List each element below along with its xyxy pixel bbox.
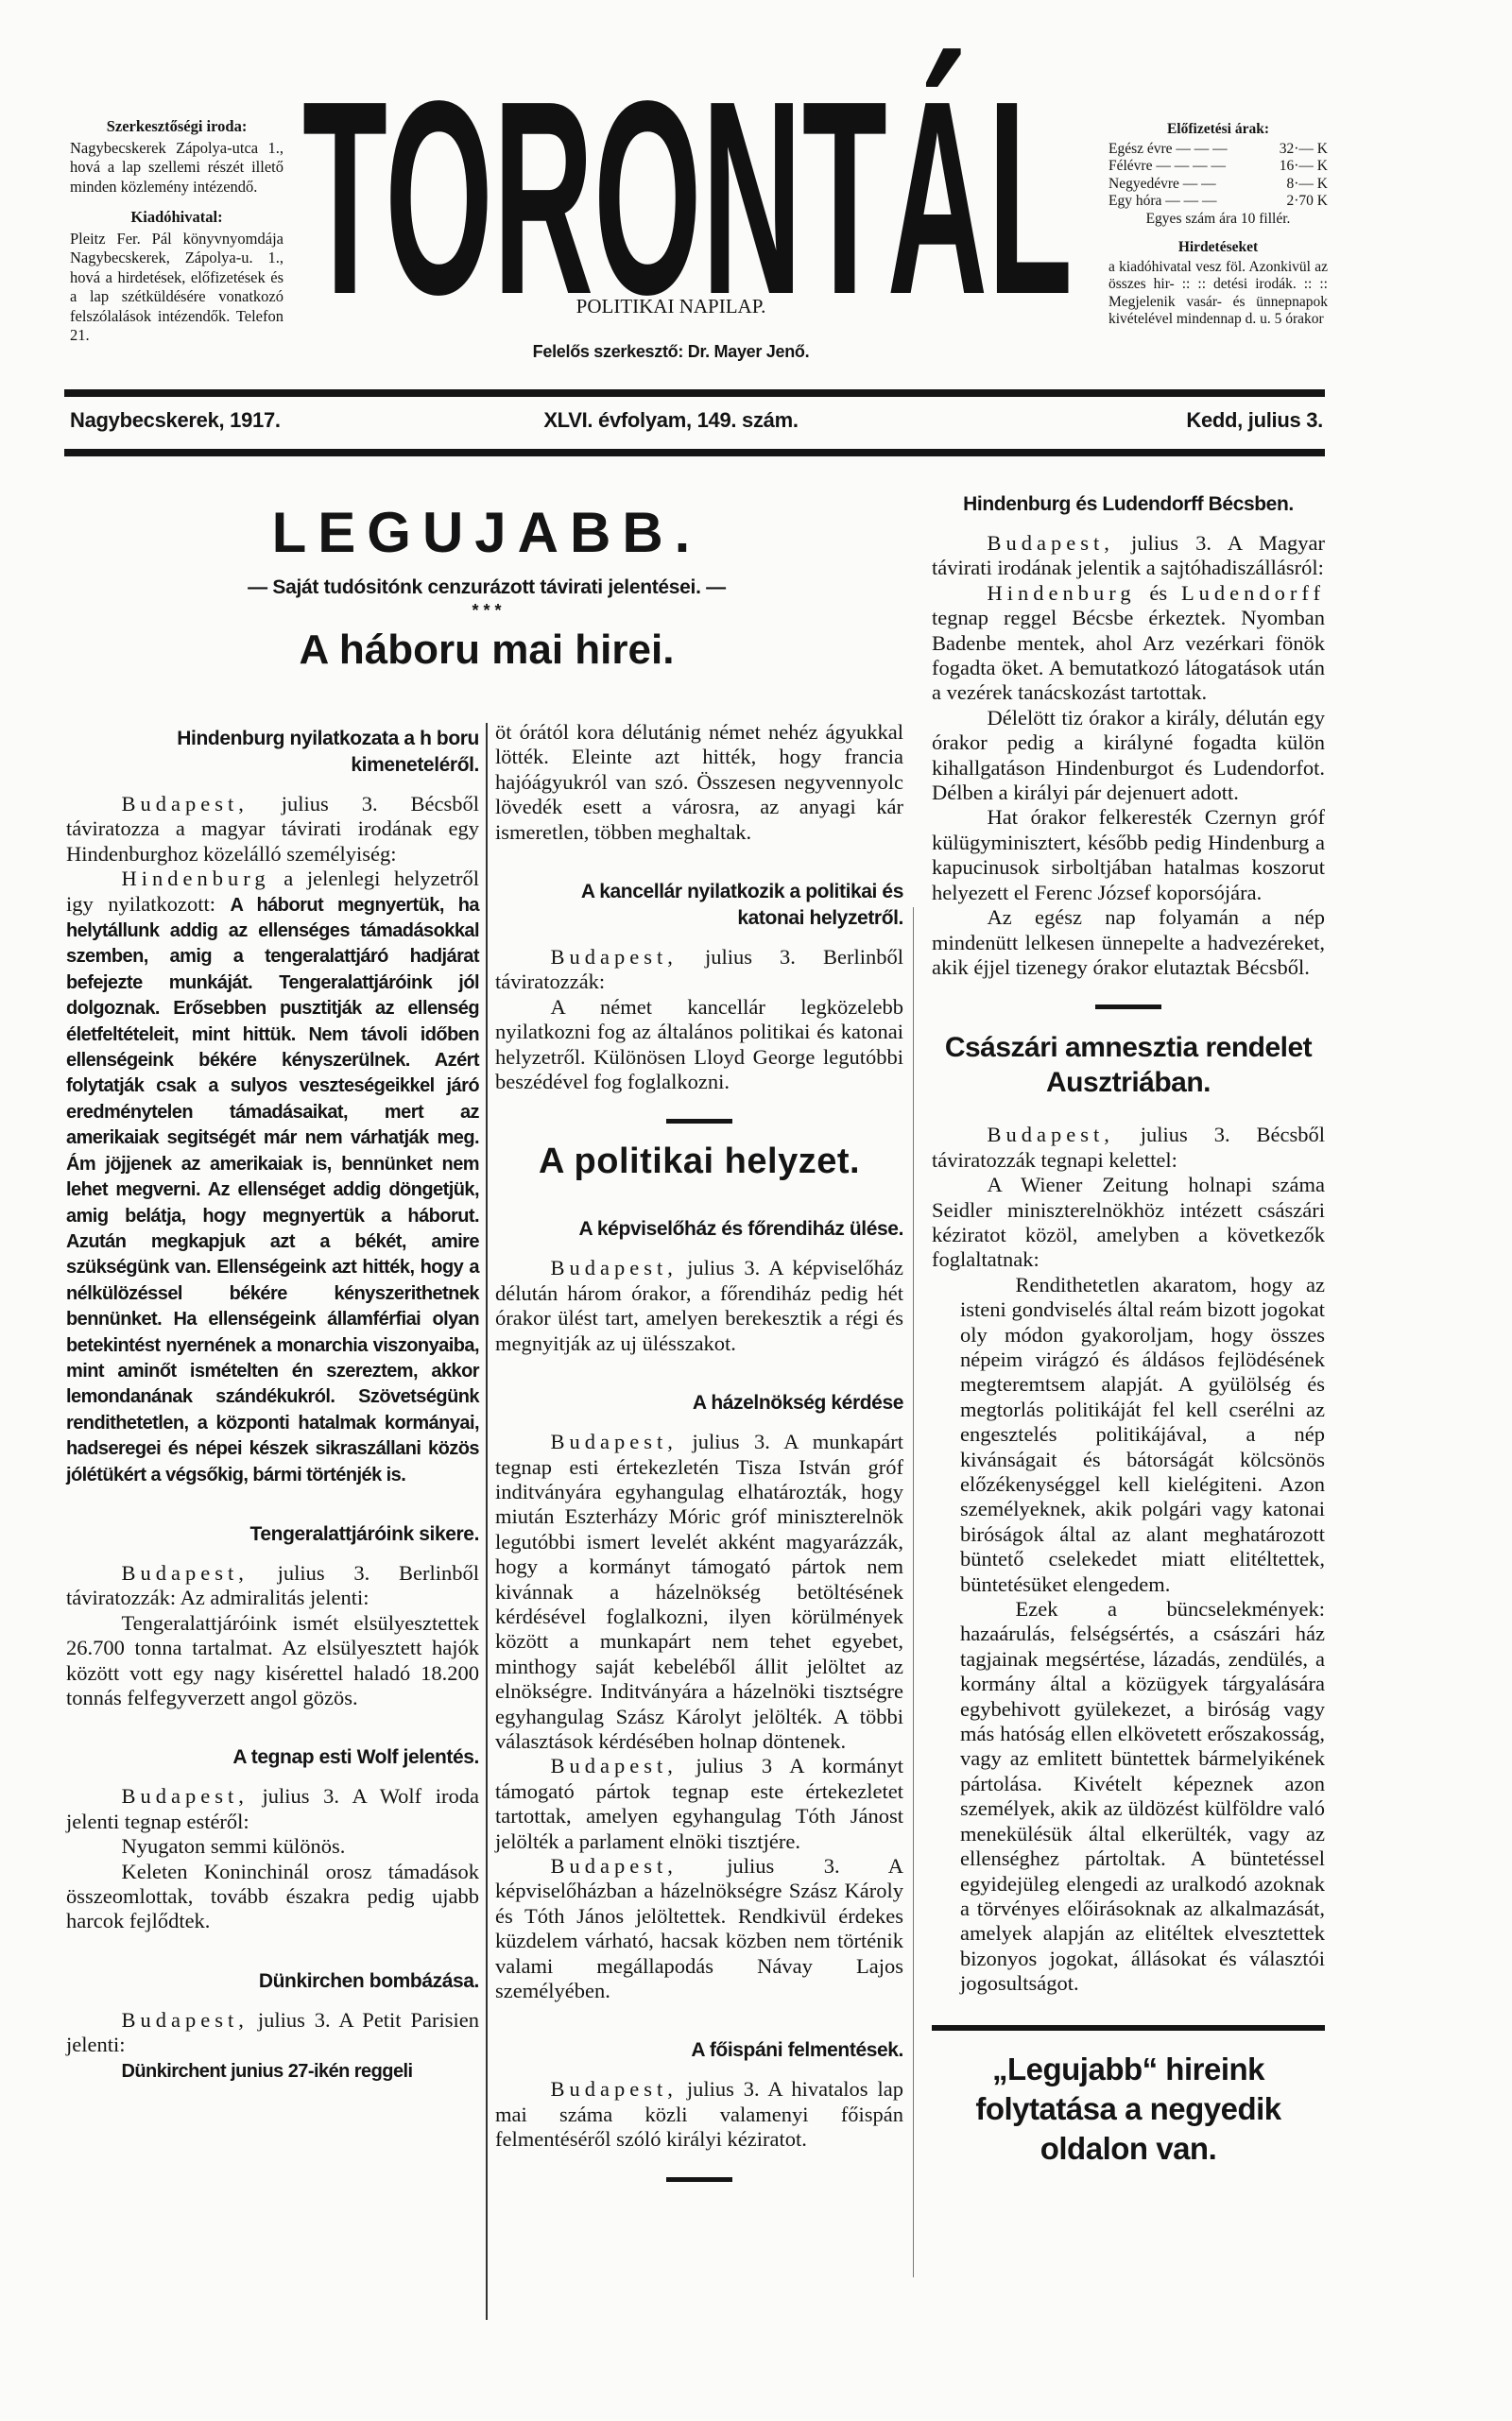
dateline-lead: Hindenburg <box>987 580 1136 605</box>
prices-heading: Előfizetési árak: <box>1166 121 1270 137</box>
text-run: julius 3. Bécsből táviratozzák tegnapi kelettel: <box>932 1123 1325 1172</box>
subscription-info <box>1108 121 1328 329</box>
article-heading: Hindenburg nyilatkozata a h boru kimeneteléről. <box>177 728 479 776</box>
price-value: 32·— K <box>1279 140 1328 157</box>
text-run: A Wiener Zeitung holnapi száma Seidler miniszterelnökhöz intézett császári kéziratot közöl, amelyben a következők foglaltatnak: <box>932 1173 1325 1272</box>
text-run: julius 3 A kormányt támogató pártok tegnap este értekezletet tartottak, amelyen egyhangulag Tóth Jánost jelölték a parlament elnöki tisztjére. <box>495 1754 903 1853</box>
text-run: A német kancellár legközelebb nyilatkozni fog az általános politikai és katonai helyzetről. Különösen Lloyd George legutóbbi beszédével fog foglalkozni. <box>495 994 903 1094</box>
logo-title: TORONTÁL <box>302 45 1073 300</box>
dateline-lead: Budapest, <box>121 1560 249 1585</box>
price-label: Negyedévre — — <box>1108 175 1216 192</box>
dateline-lead: Budapest, <box>987 1123 1114 1147</box>
publisher-text: Pleitz Fer. Pál könyvnyomdája Nagybecskerek, Zápolya-u. 1., hová a hirdetések, előfizetések és a lap szétküldésére vonatkozó felszólalások intézendők. Telefon 21. <box>70 229 284 344</box>
banner-stars: * * * <box>472 601 502 620</box>
dateline-lead: Budapest, <box>550 1854 678 1878</box>
banner <box>66 499 907 674</box>
dateline-lead: Budapest, <box>550 1430 678 1454</box>
dateline-volume: XLVI. évfolyam, 149. szám. <box>543 408 799 432</box>
office-heading: Szerkesztőségi iroda: <box>106 117 248 135</box>
article-heading: Dünkirchen bombázása. <box>258 1969 479 1992</box>
article-paragraph <box>495 720 903 845</box>
text-run: julius 3. A Wolf iroda jelenti tegnap estéről: <box>66 1784 479 1833</box>
text-run: tegnap reggel Bécsbe érkeztek. Nyomban Badenbe mentek, ahol Arz vezérkari fönök fogadta öket. A bemutatkozó látogatások után a vezérek tanácskozást tartottak. <box>932 606 1325 705</box>
dateline-date: Kedd, julius 3. <box>1186 408 1323 432</box>
text-run: Ezek a büncselekmények: hazaárulás, felségsértés, a császári ház tagjainak megsértése, lázadás, zendülés, a kormány által a közügyek tárgyalására egybehivott gyülekezet, a biróság vagy más hatóság ellen elkövetett erőszakosság, vagy az emlitett büntettek bármelyikének pártolása. Kivételt képeznek azon személyek, akik az üldözést külföldre való menekülésük által elkerülték, vagy az ellenséghez pártoltak. A büntetéssel egyidejüleg elengedi az uralkodó azoknak a törvényes előirásoknak az alkalmazását, amelyek alapján az elitéltek elvesztettek bizonyos jogokat, állásokat és választói jogosultságot. <box>960 1597 1325 1996</box>
column-right <box>932 491 1325 2169</box>
top-rule <box>64 389 1325 397</box>
ads-text: a kiadóhivatal vesz föl. Azonkivül az összes hir- :: :: detési irodák. :: :: Megjelenik vasár- és ünnepnapok kivételével mindennap d. u. 5 órakor <box>1108 258 1328 327</box>
single-price: Egyes szám ára 10 fillér. <box>1145 210 1291 227</box>
banner-title: LEGUJABB. <box>271 501 702 564</box>
continuation-notice: „Legujabb“ hireink folytatása a negyedik oldalon van. <box>975 2051 1281 2166</box>
article-paragraph <box>66 867 479 1487</box>
column-left <box>66 726 479 2084</box>
text-run: julius 3. A munkapárt tegnap esti értekezletén Tisza István gróf inditványára egyhangulag elhatározták, hogy miután Eszterházy Móric gróf miniszterelnök legutóbbi ismert levelét akként magyarázzák, hogy a kormányt támogató pártok nem kivánnak a házelnökség betöltésének kérdésével foglalkozni, ilyen körülmények között a munkapárt nem tehet egyebet, minthogy saját kebeléből állit jelöltet az elnökségre. Inditványára a házelnöki tisztségre egyhangulag Szász Károlyt jelölték. A többi választások kérdésében holnap döntenek. <box>495 1430 903 1753</box>
article-paragraph <box>495 1754 903 1854</box>
section-title: A háboru mai hirei. <box>299 627 675 673</box>
price-row <box>1108 193 1328 211</box>
price-label: Félévre — — — — <box>1108 158 1226 174</box>
article-paragraph <box>495 2077 903 2152</box>
article-heading: A házelnökség kérdése <box>692 1392 903 1415</box>
article-paragraph <box>495 1430 903 1754</box>
dateline-lead: Budapest, <box>550 1256 678 1280</box>
separator-rule <box>932 2025 1325 2031</box>
article-heading: A képviselőház és főrendiház ülése. <box>578 1218 903 1241</box>
section-heading: Császári amnesztia rendelet Ausztriában. <box>944 1032 1313 1099</box>
article-heading: A kancellár nyilatkozik a politikai és katonai helyzetről. <box>580 881 903 930</box>
ads-heading: Hirdetéseket <box>1177 239 1259 255</box>
editorial-office-info <box>70 117 284 346</box>
article-paragraph <box>495 1854 903 2003</box>
article-paragraph <box>66 1611 479 1711</box>
article-paragraph <box>66 1860 479 1934</box>
text-run: julius 3. A Magyar távirati irodának jelentik a sajtóhadiszállásról: <box>932 531 1325 580</box>
article-paragraph <box>66 2008 479 2058</box>
dateline-lead: Budapest, <box>121 2007 249 2032</box>
bold-text: A háborut megnyertük, ha helytállunk addig az ellenséges támadásokkal szemben, amig a tengeralattjáró hadjárat befejezte munkáját. Tengeralattjáróink jól dolgoznak. Erősebben pusztitják az ellenség életfeltételeit, mint hittük. Nem távoli időben ellenségeink békére kényszerülnek. Azért folytatják csak a sulyos veszteségeikkel járó eredménytelen támadásaikat, mert az amerikaiak segitségét már nem várhatják meg. Ám jöjjenek az amerikaiak is, bennünket nem lehet megverni. Az ellenséget addig döngetjük, amig belátja, hogy megnyertük a háborut. Azután megkapjuk azt a békét, amire szükségünk van. Ellenségeink azt hitték, hogy a nélkülözéssel békére kényszerithetnek bennünket. Ha ellenségeink államférfiai olyan betekintést nyernének a monarchia viszonyaiba, mint aminőt ismételten én szereztem, akkor lemondanának szándékukról. Szövetségünk rendithetetlen, a központi hatalmak kormányai, hadseregei és népei készek sikraszállani közös jólétükért a végsőkig, bármi történjék is. <box>66 894 480 1485</box>
newspaper-logo <box>301 45 1077 300</box>
dateline-place: Nagybecskerek, 1917. <box>70 408 281 432</box>
column-divider <box>913 907 914 2277</box>
subtitle: POLITIKAI NAPILAP. <box>576 295 766 318</box>
article-heading: A tegnap esti Wolf jelentés. <box>232 1746 479 1769</box>
quoted-decree <box>932 1273 1325 1597</box>
banner-subtitle: — Saját tudósitónk cenzurázott távirati jelentései. — <box>248 576 726 598</box>
price-row <box>1108 141 1328 159</box>
text-run: Délelött tiz órakor a király, délután egy órakor pedig a királyné fogadta külön kihallgatáson Hindenburgot és Ludendorfot. Délben a királyi pár dejenuert adott. <box>932 705 1325 805</box>
text-run: és <box>1135 580 1181 605</box>
text-run: a jelenlegi helyzetről igy nyilatkozott: <box>66 867 479 916</box>
bold-text: Dünkirchent junius 27-ikén reggeli <box>121 2060 413 2082</box>
text-run: Tengeralattjáróink ismét elsülyesztettek 26.700 tonna tartalmat. Az elsülyesztett hajók között vott egy nagy kisérettel haladó 18.200 tonnás felfegyverzett angol gözös. <box>66 1610 479 1709</box>
quoted-decree <box>932 1597 1325 1997</box>
separator-rule <box>666 1119 732 1124</box>
text-run: julius 3. Bécsből táviratozza a magyar távirati irodának egy Hindenburghoz közelálló személyiség: <box>66 792 479 866</box>
section-heading: A politikai helyzet. <box>538 1142 861 1182</box>
editor-line: Felelős szerkesztő: Dr. Mayer Jenő. <box>532 342 810 361</box>
publisher-heading: Kiadóhivatal: <box>130 208 223 226</box>
office-text: Nagybecskerek Zápolya-utca 1., hová a lap szellemi részét illető minden közlemény intézendő. <box>70 138 284 196</box>
price-value: 2·70 K <box>1286 193 1328 209</box>
dateline-lead: Hindenburg <box>121 867 270 891</box>
dateline-lead: Budapest, <box>121 792 249 816</box>
article-paragraph <box>66 792 479 867</box>
price-label: Egész évre — — — <box>1108 140 1228 157</box>
article-paragraph <box>932 1123 1325 1173</box>
text-run: Nyugaton semmi különös. <box>121 1834 346 1859</box>
text-run: julius 3. Berlinből táviratozzák: <box>495 945 903 994</box>
price-list <box>1108 141 1328 211</box>
text-run: öt órától kora délutánig német nehéz ágyukkal lötték. Eleinte azt hitték, hogy francia hajóágyukról van szó. Összesen negyvennyolc lövedék esett a városra, az anyagi kár ismeretlen, többen meghaltak. <box>495 720 903 844</box>
article-paragraph <box>932 706 1325 806</box>
text-run: julius 3. A képviselőházban a házelnökségre Szász Károly és Tóth János jelöltettek. Rendkivül érdekes küzdelem várható, hacsak közben nem történik valami megállapodás Návay Lajos személyében. <box>495 1854 903 2003</box>
text-run: julius 3. A Petit Parisien jelenti: <box>66 2007 479 2057</box>
article-paragraph <box>960 1597 1325 1997</box>
article-paragraph <box>495 1256 903 1356</box>
dateline-lead: Budapest, <box>550 945 678 970</box>
text-run: Keleten Koninchinál orosz támadások összeomlottak, tovább északra pedig ujabb harcok fejlődtek. <box>66 1859 479 1933</box>
article-paragraph <box>66 1784 479 1834</box>
article-paragraph <box>932 805 1325 905</box>
article-paragraph <box>960 1273 1325 1597</box>
text-run: Az egész nap folyamán a nép mindenütt lelkesen ünnepelte a hadvezéreket, akik éjjel tizenegy órakor elutaztak Bécsből. <box>932 905 1325 979</box>
price-value: 16·— K <box>1279 158 1328 174</box>
text-run: Rendithetetlen akaratom, hogy az isteni gondviselés által reám bizott jogokat oly módon gyakoroljam, hogy összes népeim virágzó és áldásos fejlödésének megteremtsem alapját. A gyülölség és megtorlás politikáját fel kell cserélni az engesztelés politikájával, a nép kivánságait és bátorságát kölcsönös előzékenységgel kell kielégiteni. Azon személyeknek, akik polgári vagy katonai biróságok által az alant meghatározott büntető cselekedet miatt elitéltettek, büntetésüket elengedem. <box>960 1272 1325 1596</box>
dateline-lead: Ludendorff <box>1180 580 1325 605</box>
text-run: Hat órakor felkeresték Czernyn gróf külügyminisztert, később pedig Hindenburg a kapucinusok sirboltjában hatalmas koszorut helyezett el Ferenc József koporsójára. <box>932 805 1325 904</box>
separator-rule <box>1095 1004 1161 1009</box>
article-paragraph <box>66 2058 479 2084</box>
price-row <box>1108 158 1328 176</box>
article-heading: A főispáni felmentések. <box>691 2039 903 2062</box>
article-heading: Tengeralattjáróink sikere. <box>249 1522 479 1545</box>
column-middle <box>495 720 903 2199</box>
price-value: 8·— K <box>1286 175 1328 192</box>
text-run: julius 3. A hivatalos lap mai száma közli valamenyi főispán felmentéséről szóló királyi kéziratot. <box>495 2077 903 2152</box>
text-run: julius 3. A képviselőház délután három órakor, a főrendiház pedig hét órakor ülést tart, amelyen berekesztik a régi és megnyitják az uj ülésszakot. <box>495 1256 903 1355</box>
dateline-lead: Budapest, <box>987 531 1114 555</box>
article-paragraph <box>932 531 1325 581</box>
article-paragraph <box>932 581 1325 706</box>
article-heading: Hindenburg és Ludendorff Bécsben. <box>963 493 1294 515</box>
price-row <box>1108 176 1328 194</box>
dateline-lead: Budapest, <box>550 1754 678 1778</box>
article-paragraph <box>66 1561 479 1611</box>
article-paragraph <box>495 945 903 995</box>
separator-rule <box>666 2177 732 2182</box>
dateline-lead: Budapest, <box>121 1784 249 1809</box>
article-paragraph <box>66 1834 479 1859</box>
price-label: Egy hóra — — — <box>1108 193 1217 209</box>
dateline-rule <box>64 449 1325 456</box>
article-paragraph <box>932 1173 1325 1273</box>
article-paragraph <box>932 905 1325 980</box>
column-divider <box>486 723 488 2320</box>
text-run: julius 3. Berlinből táviratozzák: Az admiralitás jelenti: <box>66 1560 479 1610</box>
dateline-lead: Budapest, <box>550 2077 678 2102</box>
article-paragraph <box>495 995 903 1095</box>
